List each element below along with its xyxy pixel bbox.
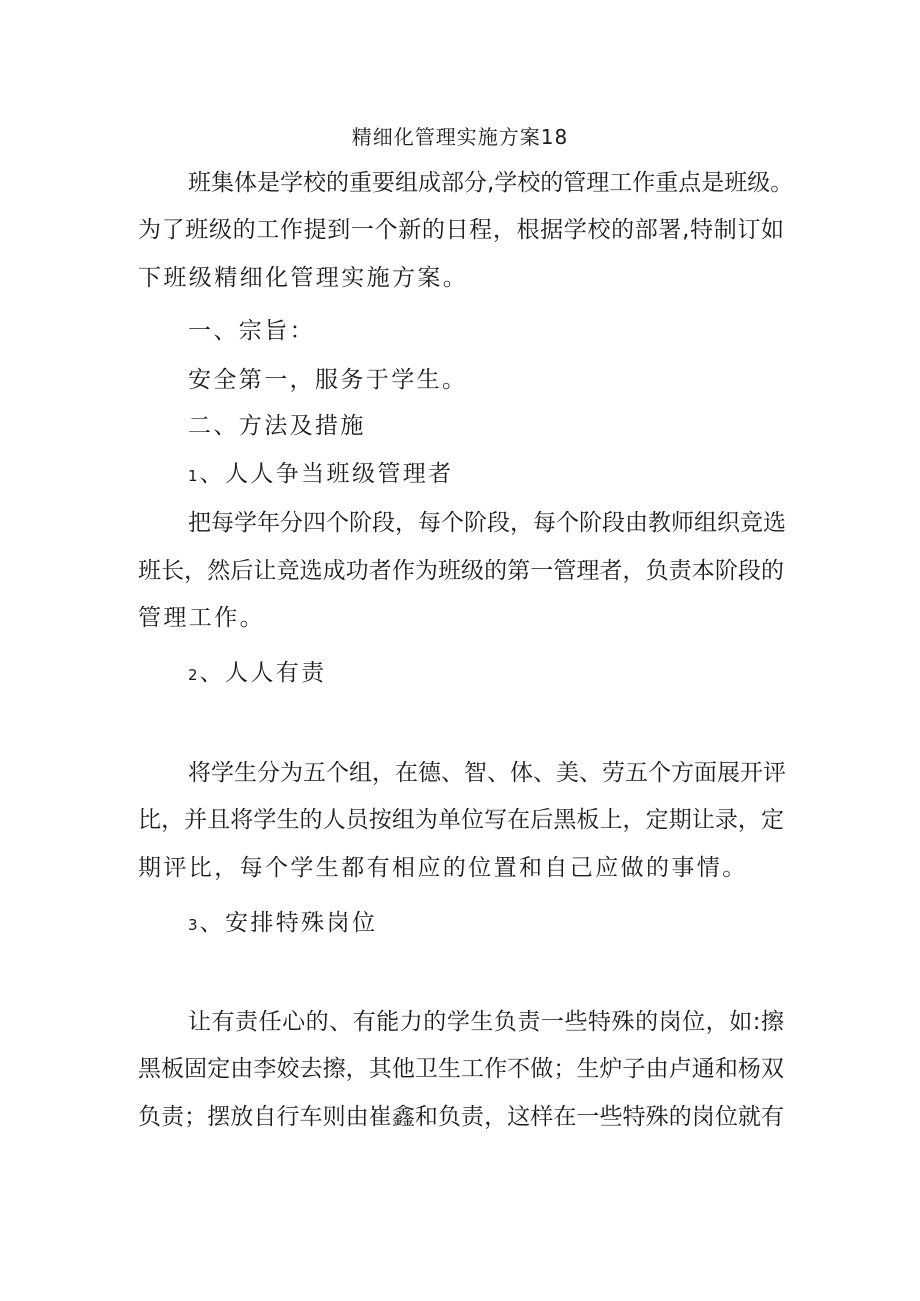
- paragraph-line: 下班级精细化管理实施方案。: [138, 265, 469, 291]
- item-heading: [188, 458, 454, 492]
- paragraph-line: 管理工作。: [138, 605, 265, 631]
- paragraph-line: 让有责任心的、有能力的学生负责一些特殊的岗位，如:擦: [188, 1009, 784, 1035]
- item-number: 2: [188, 666, 198, 684]
- paragraph-line: 期评比，每个学生都有相应的位置和自己应做的事情。: [138, 855, 748, 881]
- section-heading: 二、方法及措施: [188, 413, 366, 439]
- item-number: 3: [188, 916, 198, 934]
- paragraph-line: 比，并且将学生的人员按组为单位写在后黑板上，定期让录，定: [138, 807, 784, 833]
- paragraph-line: 黑板固定由李姣去擦，其他卫生工作不做；生炉子由卢通和杨双: [138, 1056, 784, 1082]
- paragraph-line: 班集体是学校的重要组成部分,学校的管理工作重点是班级。: [188, 170, 794, 196]
- paragraph-line: 负责；摆放自行车则由崔鑫和负责，这样在一些特殊的岗位就有: [138, 1104, 784, 1130]
- item-heading: [188, 907, 377, 941]
- document-title: 精细化管理实施方案18: [351, 125, 569, 149]
- item-heading-text: 、人人争当班级管理者: [199, 461, 454, 487]
- item-heading: [188, 657, 327, 691]
- paragraph-line: 将学生分为五个组，在德、智、体、美、劳五个方面展开评: [188, 760, 786, 786]
- paragraph-line: 班长，然后让竞选成功者作为班级的第一管理者，负责本阶段的: [138, 558, 784, 584]
- paragraph-line: 为了班级的工作提到一个新的日程，根据学校的部署,特制订如: [138, 217, 784, 243]
- item-heading-text: 、安排特殊岗位: [199, 910, 378, 936]
- item-number: 1: [188, 467, 198, 485]
- paragraph-line: 安全第一，服务于学生。: [188, 367, 468, 393]
- paragraph-line: 把每学年分四个阶段，每个阶段，每个阶段由教师组织竞选: [188, 510, 786, 536]
- item-heading-text: 、人人有责: [199, 660, 327, 686]
- section-heading: 一、宗旨：: [188, 318, 315, 344]
